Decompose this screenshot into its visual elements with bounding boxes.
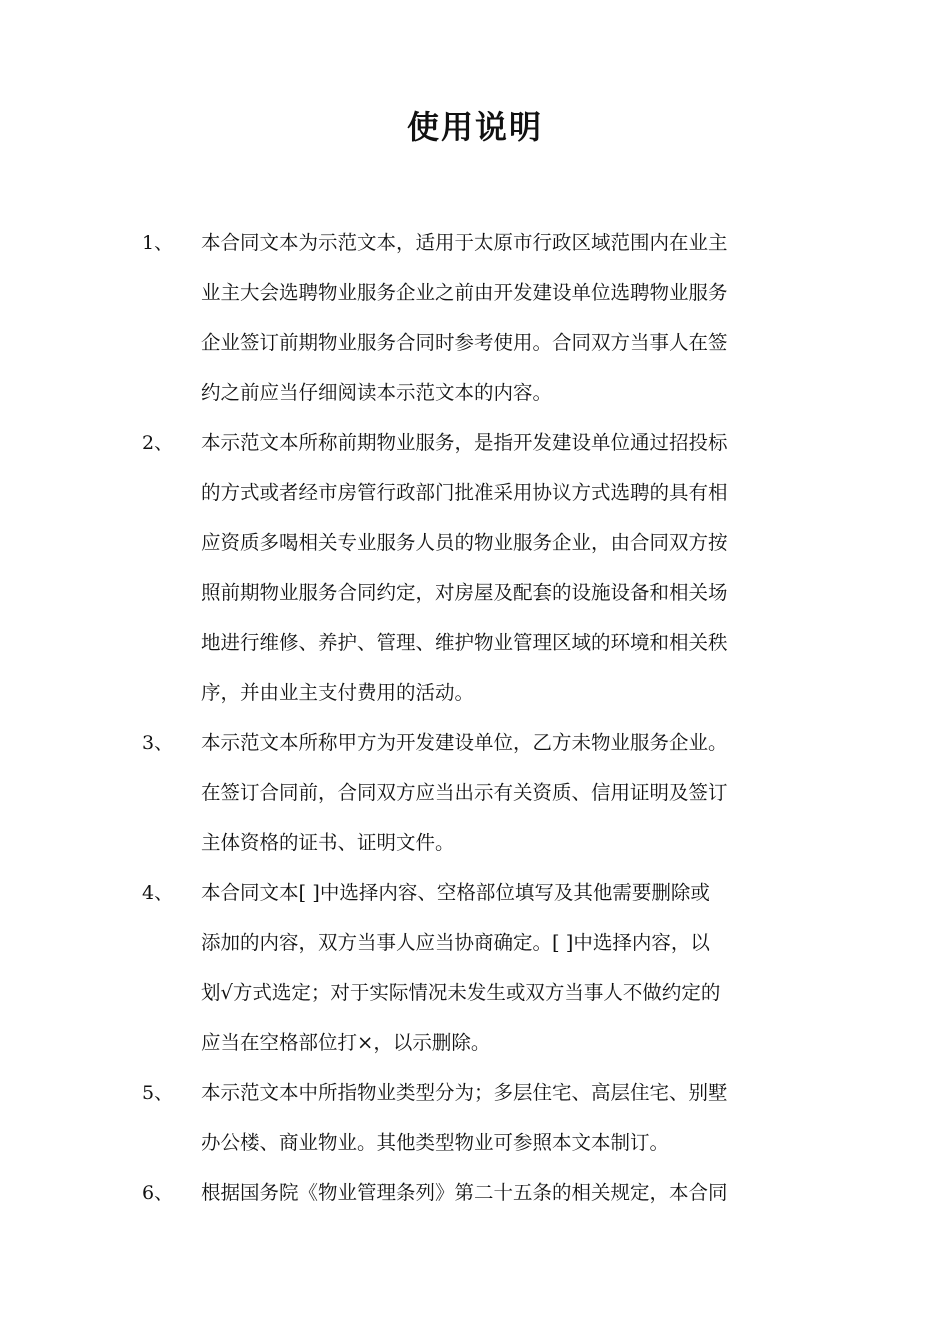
- text-line: 企业签订前期物业服务合同时参考使用。合同双方当事人在签: [201, 331, 728, 354]
- list-item: [0, 218, 950, 418]
- text-line: 在签订合同前，合同双方应当出示有关资质、信用证明及签订: [201, 781, 728, 804]
- list-item: [0, 1068, 950, 1168]
- text-line: 本示范文本所称甲方为开发建设单位，乙方未物业服务企业。: [201, 731, 728, 754]
- text-line: 本示范文本中所指物业类型分为；多层住宅、高层住宅、别墅: [201, 1081, 728, 1104]
- list-item: [0, 868, 950, 1068]
- item-number: 1、: [142, 232, 174, 254]
- item-text: [201, 718, 811, 868]
- text-line: 应当在空格部位打×，以示删除。: [201, 1031, 491, 1054]
- item-text: [201, 1168, 811, 1218]
- instruction-list: [0, 218, 950, 1218]
- text-line: 根据国务院《物业管理条列》第二十五条的相关规定，本合同: [201, 1181, 728, 1204]
- text-line: 本示范文本所称前期物业服务，是指开发建设单位通过招投标: [201, 431, 728, 454]
- text-line: 应资质多喝相关专业服务人员的物业服务企业，由合同双方按: [201, 531, 728, 554]
- text-line: 业主大会选聘物业服务企业之前由开发建设单位选聘物业服务: [201, 281, 728, 304]
- item-number: 3、: [142, 732, 174, 754]
- text-line: 划√方式选定；对于实际情况未发生或双方当事人不做约定的: [201, 981, 721, 1004]
- text-line: 的方式或者经市房管行政部门批准采用协议方式选聘的具有相: [201, 481, 728, 504]
- text-line: 本合同文本[ ]中选择内容、空格部位填写及其他需要删除或: [201, 881, 710, 904]
- text-line: 地进行维修、养护、管理、维护物业管理区域的环境和相关秩: [201, 631, 728, 654]
- item-number: 2、: [142, 432, 174, 454]
- text-line: 本合同文本为示范文本，适用于太原市行政区域范围内在业主: [201, 231, 728, 254]
- text-line: 照前期物业服务合同约定，对房屋及配套的设施设备和相关场: [201, 581, 728, 604]
- text-line: 序，并由业主支付费用的活动。: [201, 681, 475, 704]
- item-text: [201, 1068, 811, 1168]
- text-line: 添加的内容，双方当事人应当协商确定。[ ]中选择内容，以: [201, 931, 710, 954]
- text-line: 主体资格的证书、证明文件。: [201, 831, 455, 854]
- item-text: [201, 218, 811, 418]
- list-item: [0, 418, 950, 718]
- item-text: [201, 868, 811, 1068]
- text-line: 办公楼、商业物业。其他类型物业可参照本文本制订。: [201, 1131, 670, 1154]
- list-item: [0, 718, 950, 868]
- page-title: 使用说明: [406, 108, 543, 147]
- text-line: 约之前应当仔细阅读本示范文本的内容。: [201, 381, 553, 404]
- item-number: 5、: [142, 1082, 174, 1104]
- list-item: [0, 1168, 950, 1218]
- item-number: 4、: [142, 882, 174, 904]
- item-text: [201, 418, 811, 718]
- item-number: 6、: [142, 1182, 174, 1204]
